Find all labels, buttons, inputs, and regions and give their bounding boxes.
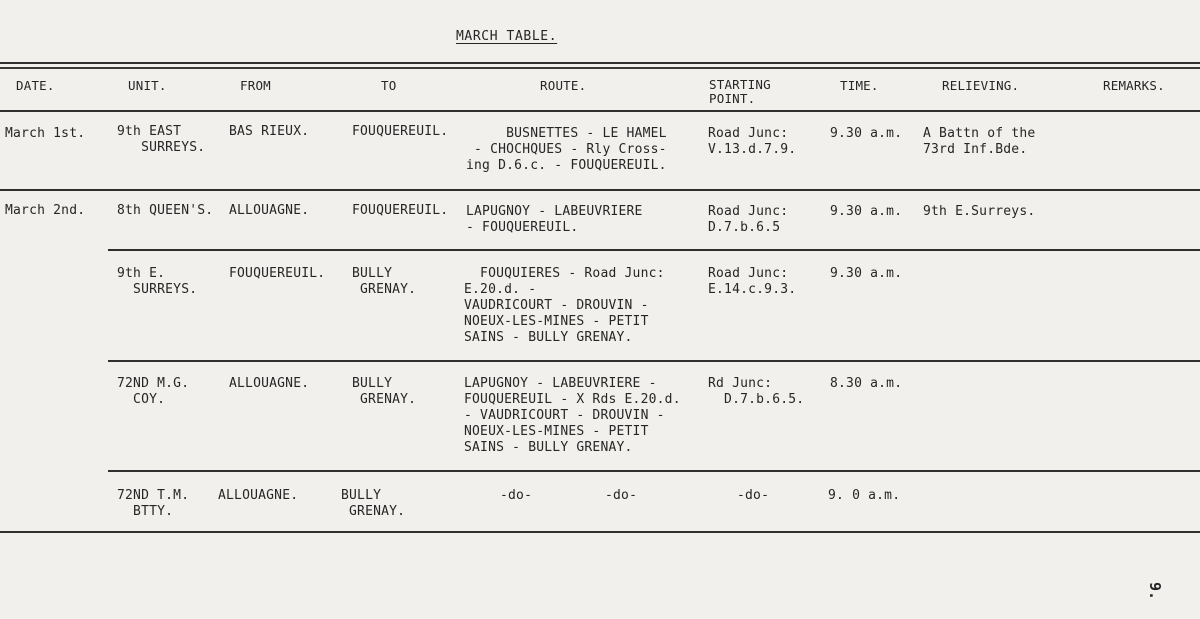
row4-unit: 72ND M.G. COY. xyxy=(117,376,190,407)
row1-bottom-rule xyxy=(0,189,1200,191)
row3-route: FOUQUIERES - Road Junc: E.20.d. - VAUDRICOURT - DROUVIN - NOEUX-LES-MINES - PETIT SAINS - BULLY GRENAY. xyxy=(464,266,665,345)
row3-unit: 9th E. SURREYS. xyxy=(117,266,198,297)
row4-from: ALLOUAGNE. xyxy=(229,376,310,391)
row4-starting-point: Rd Junc: D.7.b.6.5. xyxy=(708,376,805,407)
row5-route-part2: -do- xyxy=(605,488,638,503)
row5-unit: 72ND T.M. BTTY. xyxy=(117,488,190,519)
row2-route: LAPUGNOY - LABEUVRIERE - FOUQUEREUIL. xyxy=(466,204,643,235)
header-from: FROM xyxy=(240,78,271,93)
row3-starting-point: Road Junc: E.14.c.9.3. xyxy=(708,266,797,297)
row3-time: 9.30 a.m. xyxy=(830,266,903,281)
header-relieving: RELIEVING. xyxy=(942,78,1020,93)
header-bottom-rule xyxy=(0,110,1200,112)
row2-relieving: 9th E.Surreys. xyxy=(923,204,1036,219)
row5-time: 9. 0 a.m. xyxy=(828,488,901,503)
row2-bottom-rule xyxy=(108,249,1200,251)
row4-to: BULLY GRENAY. xyxy=(352,376,417,407)
row5-starting-point: -do- xyxy=(737,488,770,503)
row1-relieving: A Battn of the 73rd Inf.Bde. xyxy=(923,126,1036,157)
row3-to: BULLY GRENAY. xyxy=(352,266,417,297)
header-remarks: REMARKS. xyxy=(1103,78,1165,93)
row4-time: 8.30 a.m. xyxy=(830,376,903,391)
row5-route-part1: -do- xyxy=(500,488,533,503)
row1-route: BUSNETTES - LE HAMEL - CHOCHQUES - Rly Cross- ing D.6.c. - FOUQUEREUIL. xyxy=(466,126,667,173)
row1-time: 9.30 a.m. xyxy=(830,126,903,141)
row4-route: LAPUGNOY - LABEUVRIERE - FOUQUEREUIL - X Rds E.20.d. - VAUDRICOURT - DROUVIN - NOEUX-LES-MINES - PETIT SAINS - BULLY GRENAY. xyxy=(464,376,681,455)
row5-to: BULLY GRENAY. xyxy=(341,488,406,519)
row2-unit: 8th QUEEN'S. xyxy=(117,203,214,218)
header-unit: UNIT. xyxy=(128,78,167,93)
table-top-rule-2 xyxy=(0,67,1200,69)
table-bottom-rule xyxy=(0,531,1200,533)
row1-from: BAS RIEUX. xyxy=(229,124,310,139)
row1-date: March 1st. xyxy=(5,126,86,141)
header-to: TO xyxy=(381,78,397,93)
header-date: DATE. xyxy=(16,78,55,93)
row1-unit: 9th EAST SURREYS. xyxy=(117,124,206,155)
page-number: 9. xyxy=(1146,581,1165,601)
row2-to: FOUQUEREUIL. xyxy=(352,203,449,218)
header-route: ROUTE. xyxy=(540,78,587,93)
row2-time: 9.30 a.m. xyxy=(830,204,903,219)
row1-to: FOUQUEREUIL. xyxy=(352,124,449,139)
row3-from: FOUQUEREUIL. xyxy=(229,266,326,281)
row2-starting-point: Road Junc: D.7.b.6.5 xyxy=(708,204,789,235)
row4-bottom-rule xyxy=(108,470,1200,472)
table-top-rule xyxy=(0,62,1200,64)
header-time: TIME. xyxy=(840,78,879,93)
row1-starting-point: Road Junc: V.13.d.7.9. xyxy=(708,126,797,157)
row3-bottom-rule xyxy=(108,360,1200,362)
row5-from: ALLOUAGNE. xyxy=(218,488,299,503)
header-starting-point: STARTING POINT. xyxy=(709,77,771,106)
table-title: MARCH TABLE. xyxy=(456,29,558,44)
row2-from: ALLOUAGNE. xyxy=(229,203,310,218)
row2-date: March 2nd. xyxy=(5,203,86,218)
